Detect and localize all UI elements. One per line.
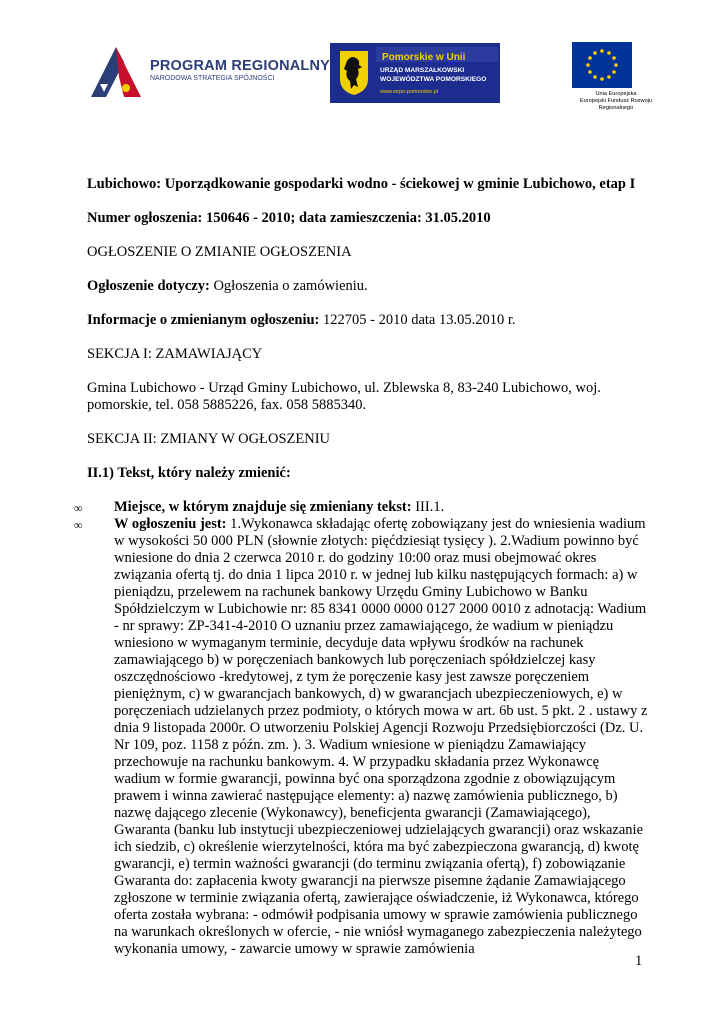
contracting-authority: Gmina Lubichowo - Urząd Gminy Lubichowo, ul. Zblewska 8, 83-240 Lubichowo, woj. pomorskie, tel. 058 5885226, fax. 058 5885340. [87,380,601,413]
page-number: 1 [635,953,643,969]
announcement-number: Numer ogłoszenia: 150646 - 2010; data zamieszczenia: 31.05.2010 [87,210,491,226]
bullet-infinity-icon: ∞ [74,501,83,515]
pomorskie-w-unii-logo [330,43,500,103]
pomorskie-line2: WOJEWÓDZTWA POMORSKIEGO [380,76,487,83]
program-regionalny-emblem-icon [86,42,146,102]
program-regionalny-logo [86,42,331,102]
item-label: W ogłoszeniu jest: [114,516,227,532]
notice-heading: OGŁOSZENIE O ZMIANIE OGŁOSZENIA [87,244,352,260]
pomorskie-heading: Pomorskie w Unii [382,52,466,63]
eu-caption-line3: Regionalnego [598,105,634,111]
concerns-value: Ogłoszenia o zamówieniu. [209,278,368,294]
document-title: Lubichowo: Uporządkowanie gospodarki wodno - ściekowej w gminie Lubichowo, etap I [87,176,636,192]
document-body [74,176,648,958]
eu-caption-line2: Europejski Fundusz Rozwoju [579,98,653,104]
changed-info-line [87,312,647,329]
pomorskie-heading-bar [376,47,498,62]
pomorskie-website: www.wrpo-pomorskie.pl [380,89,439,95]
eu-caption-line1: Unia Europejska [595,91,637,97]
program-regionalny-title: PROGRAM REGIONALNY [150,58,331,74]
eu-flag-icon [572,42,632,88]
section2-heading: SEKCJA II: ZMIANY W OGŁOSZENIU [87,431,331,447]
changed-info-value: 122705 - 2010 data 13.05.2010 r. [319,312,516,328]
concerns-label: Ogłoszenie dotyczy: [87,278,210,294]
list-item [74,516,649,958]
item-value: III.1. [411,499,445,515]
changed-info-label: Informacje o zmienianym ogłoszeniu: [87,312,320,328]
program-regionalny-subtitle: NARODOWA STRATEGIA SPÓJNOŚCI [150,75,275,82]
item-label: Miejsce, w którym znajduje się zmieniany tekst: [114,499,412,515]
concerns-line [87,278,647,295]
pomorskie-line1: URZĄD MARSZAŁKOWSKI [380,67,465,74]
section1-heading: SEKCJA I: ZAMAWIAJĄCY [87,346,263,362]
program-regionalny-text [150,58,330,82]
list-item [74,499,647,516]
changes-list [74,499,648,958]
griffin-crest-icon [338,49,370,97]
eu-caption [566,91,666,112]
bullet-infinity-icon: ∞ [74,518,83,532]
subsection-heading: II.1) Tekst, który należy zmienić: [87,465,291,481]
item-value: 1.Wykonawca składając ofertę zobowiązany jest do wniesienia wadium w wysokości 50 000 PLN (słownie złotych: pięćdziesiąt tysięcy ). 2.Wadium powinno być wniesione do dnia 2 czerwca 2010 r. do godziny 10:00 oraz musi obejmować okres związania ofertą tj. do dnia 1 lipca 2010 r. w jednej lub kilku następujących formach: a) w pieniądzu, przelewem na rachunek bankowy Urzędu Gminy Lubichowo w Banku Spółdzielczym w Lubichowie nr: 85 8341 0000 0000 0127 2000 0010 z adnotacją: Wadium - nr sprawy: ZP-341-4-2010 O uznaniu przez zamawiającego, że wadium w pieniądzu wniesiono w wymaganym terminie, decyduje data wpływu środków na rachunek zamawiającego b) w poręczeniach bankowych lub poręczeniach spółdzielczej kasy oszczędnościowo -kredytowej, z tym że poręczenie kasy jest zawsze poręczeniem pieniężnym, c) w gwarancjach bankowych, d) w gwarancjach ubezpieczeniowych, e) w poręczeniach udzielanych przez podmioty, o których mowa w art. 6b ust. 5 pkt. 2 . ustawy z dnia 9 listopada 2000r. O utworzeniu Polskiej Agencji Rozwoju Przedsiębiorczości (Dz. U. Nr 109, poz. 1158 z późn. zm. ). 3. Wadium wniesione w pieniądzu Zamawiający przechowuje na rachunku bankowym. 4. W przypadku składania przez Wykonawcę wadium w formie gwarancji, powinna być ona sporządzona zgodnie z obowiązującym prawem i winna zawierać następujące elementy: a) nazwę zamówienia publicznego, b) nazwę dającego zlecenie (Wykonawcy), beneficjenta gwarancji (Zamawiającego), Gwaranta (banku lub instytucji ubezpieczeniowej udzielających gwarancji) oraz wskazanie ich siedzib, c) określenie wierzytelności, która ma być zabezpieczona gwarancją, d) kwotę gwarancji, e) termin ważności gwarancji (do terminu związania ofertą), f) zobowiązanie Gwaranta do: zapłacenia kwoty gwarancji na pierwsze pisemne żądanie Zamawiającego zgłoszone w terminie związania ofertą, zawierające oświadczenie, iż Wykonawca, którego oferta została wybrana: - odmówił podpisania umowy w sprawie zamówienia publicznego na warunkach określonych w ofercie, - nie wniósł wymaganego zabezpieczenia należytego wykonania umowy, - zawarcie umowy w sprawie zamówienia [114,516,648,957]
